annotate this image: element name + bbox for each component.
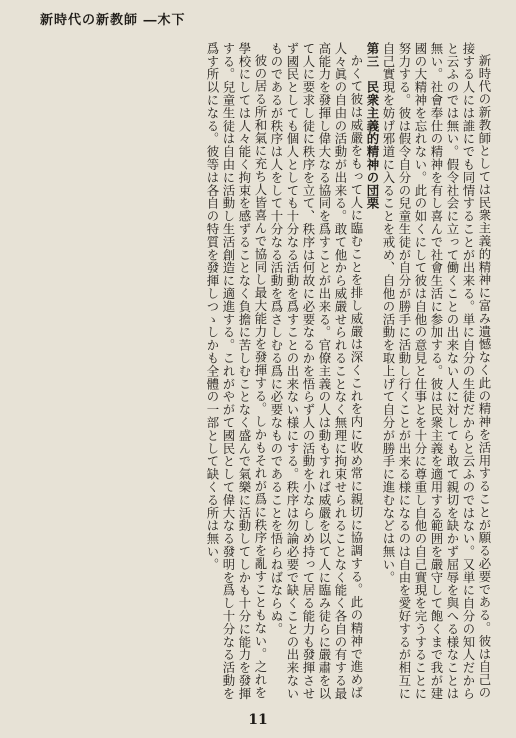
page-number: 11	[248, 712, 268, 728]
paragraph-2: かくて彼は威嚴をもって人に臨むことを排し威嚴は深くこれを内に收め常に親切に協調する。此の精神で進めば人々眞の自由の活動が出来る。敢て他から威嚴せられることなく無理に拘束せられることなく能く各自の有する最高能力を發揮し偉大なる協同を爲すことが出来る。官僚主義の人は動もすれば威嚴を以て人に臨み徒らに嚴肅を以て人に要求し徒に秩序を立て、秩序は何故に必要なるかを悟らず人の活動を小ならしめ持って居る能力も發揮させず國民としても個人としても十分なる活動を爲すことの出来ない様にする。秩序は勿論必要で缺くことの出来ないものであるが秩序は人をして十分なる活動を爲さしむる爲に必要なものであることを悟らねばならぬ。	[269, 42, 364, 700]
body-text	[40, 42, 492, 702]
paragraph-3: 彼の居る所和氣に充ち人皆喜んで協同し最大能力を發揮する。しかもそれが爲に秩序を亂すこともない。之れを學校にしては人々能く拘束を感ずることなく負擔に苦しむことなく盛んで氣樂に活動してしかも十分に能力を發揮する。兒童生徒は自由に活動し生活創造に適進する。これがやがて國民として偉大なる發明を爲し十分なる活動を爲す所以になる。彼等は各自の特質を發揮しつゝしかも全體の一部として缺くる所は無い。	[205, 42, 268, 700]
section-heading: 第三 民衆主義的精神の団栗	[365, 42, 380, 210]
paragraph-1: 新時代の新教師としては民衆主義的精神に富み遺憾なく此の精神を活用することが願る必要である。彼は自己の接する人には誰にでも同情することが出来る。単に自分の生徒だからと云ふのではない。又単に自分の知人だからと云ふのでは無い。假令社会に立って働くことの出来ない人に対しても敢て親切を缺かず屈辱を與へる様なことは無い。社會奉仕の精神を有し喜んで社會生活に参加する。彼は民衆主義を適用する範囲を嚴守して飽くまで我が建國の大精神を忘れない。此の如くにして彼は自他の意見と仕事とを十分に尊重し自他の自己實現を完うすることに努力する。彼は假令自分の兒童生徒が自分が勝手に活動し行くことが出来る様になるのは自由を愛好するが相互に自己實現を妨げ邪道に入ることを戒め、自他の活動を取上げて自分が勝手に進むなどは無い。	[381, 42, 492, 700]
running-header: 新時代の新教師 ―木下	[40, 13, 186, 28]
